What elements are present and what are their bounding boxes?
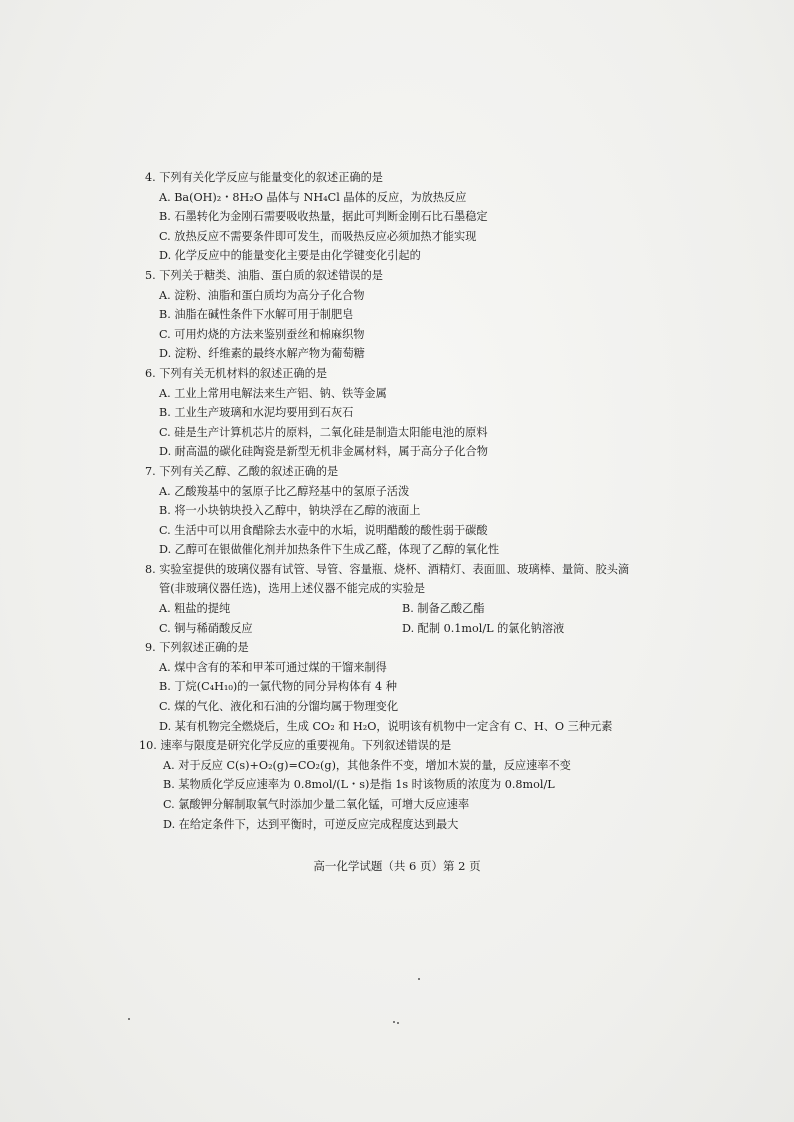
option-b: B. 将一小块钠块投入乙醇中，钠块浮在乙醇的液面上 xyxy=(159,504,421,518)
question-stem: 5. 下列关于糖类、油脂、蛋白质的叙述错误的是 xyxy=(145,268,383,282)
question-10 xyxy=(139,736,645,834)
question-7 xyxy=(145,462,645,560)
scan-speck xyxy=(393,1021,395,1023)
option-b: B. 油脂在碱性条件下水解可用于制肥皂 xyxy=(159,308,354,322)
option-b: B. 石墨转化为金刚石需要吸收热量，据此可判断金刚石比石墨稳定 xyxy=(159,210,488,224)
option-row xyxy=(145,599,645,619)
question-stem: 7. 下列有关乙醇、乙酸的叙述正确的是 xyxy=(145,464,339,478)
question-stem: 9. 下列叙述正确的是 xyxy=(145,641,249,655)
option-d: D. 乙醇可在银做催化剂并加热条件下生成乙醛，体现了乙醇的氧化性 xyxy=(159,543,500,557)
option-b: B. 某物质化学反应速率为 0.8mol/(L・s)是指 1s 时该物质的浓度为 0.8mol/L xyxy=(163,778,555,792)
option-a: A. 粗盐的提纯 xyxy=(159,602,231,616)
scan-speck xyxy=(397,1022,399,1024)
question-stem: 4. 下列有关化学反应与能量变化的叙述正确的是 xyxy=(145,171,383,184)
question-stem: 10. 速率与限度是研究化学反应的重要视角。下列叙述错误的是 xyxy=(139,739,452,753)
question-stem-continued: 管(非玻璃仪器任选)，选用上述仪器不能完成的实验是 xyxy=(159,582,426,596)
scan-speck xyxy=(418,978,420,980)
option-a: A. 对于反应 C(s)+O₂(g)=CO₂(g)，其他条件不变，增加木炭的量，反应速率不变 xyxy=(163,758,571,772)
option-c: C. 生活中可以用食醋除去水壶中的水垢，说明醋酸的酸性弱于碳酸 xyxy=(159,523,488,537)
question-5 xyxy=(145,266,645,364)
option-d: D. 在给定条件下，达到平衡时，可逆反应完成程度达到最大 xyxy=(163,817,459,831)
option-a: A. 煤中含有的苯和甲苯可通过煤的干馏来制得 xyxy=(159,660,387,674)
option-c: C. 可用灼烧的方法来鉴别蚕丝和棉麻织物 xyxy=(159,327,365,341)
scan-speck xyxy=(128,1018,130,1020)
question-stem: 8. 实验室提供的玻璃仪器有试管、导管、容量瓶、烧杯、酒精灯、表面皿、玻璃棒、量筒、胶头滴 xyxy=(145,562,630,576)
option-c: C. 硅是生产计算机芯片的原料，二氧化硅是制造太阳能电池的原料 xyxy=(159,425,488,439)
question-stem: 6. 下列有关无机材料的叙述正确的是 xyxy=(145,366,328,380)
option-c: C. 放热反应不需要条件即可发生，而吸热反应必须加热才能实现 xyxy=(159,229,477,243)
page-footer: 高一化学试题（共 6 页）第 2 页 xyxy=(313,859,481,873)
option-a: A. 工业上常用电解法来生产铝、钠、铁等金属 xyxy=(159,386,387,400)
question-8 xyxy=(145,560,645,638)
option-d: D. 配制 0.1mol/L 的氯化钠溶液 xyxy=(402,621,565,635)
option-c: C. 煤的气化、液化和石油的分馏均属于物理变化 xyxy=(159,700,399,714)
question-9 xyxy=(145,638,645,736)
option-d: D. 淀粉、纤维素的最终水解产物为葡萄糖 xyxy=(159,347,365,361)
option-a: A. 淀粉、油脂和蛋白质均为高分子化合物 xyxy=(159,288,365,302)
option-d: D. 耐高温的碳化硅陶瓷是新型无机非金属材料，属于高分子化合物 xyxy=(159,445,488,459)
option-a: A. Ba(OH)₂・8H₂O 晶体与 NH₄Cl 晶体的反应，为放热反应 xyxy=(159,190,467,204)
option-c: C. 铜与稀硝酸反应 xyxy=(159,621,253,635)
option-b: B. 丁烷(C₄H₁₀)的一氯代物的同分异构体有 4 种 xyxy=(159,680,397,694)
option-c: C. 氯酸钾分解制取氧气时添加少量二氧化锰，可增大反应速率 xyxy=(163,798,470,811)
option-row xyxy=(145,619,645,639)
question-list xyxy=(139,168,645,834)
option-b: B. 制备乙酸乙酯 xyxy=(402,602,485,616)
option-a: A. 乙酸羧基中的氢原子比乙醇羟基中的氢原子活泼 xyxy=(159,484,410,498)
option-d: D. 某有机物完全燃烧后，生成 CO₂ 和 H₂O，说明该有机物中一定含有 C、H、O 三种元素 xyxy=(159,719,613,733)
question-6 xyxy=(145,364,645,462)
option-b: B. 工业生产玻璃和水泥均要用到石灰石 xyxy=(159,406,354,420)
option-d: D. 化学反应中的能量变化主要是由化学键变化引起的 xyxy=(159,249,421,263)
question-4 xyxy=(145,168,645,266)
